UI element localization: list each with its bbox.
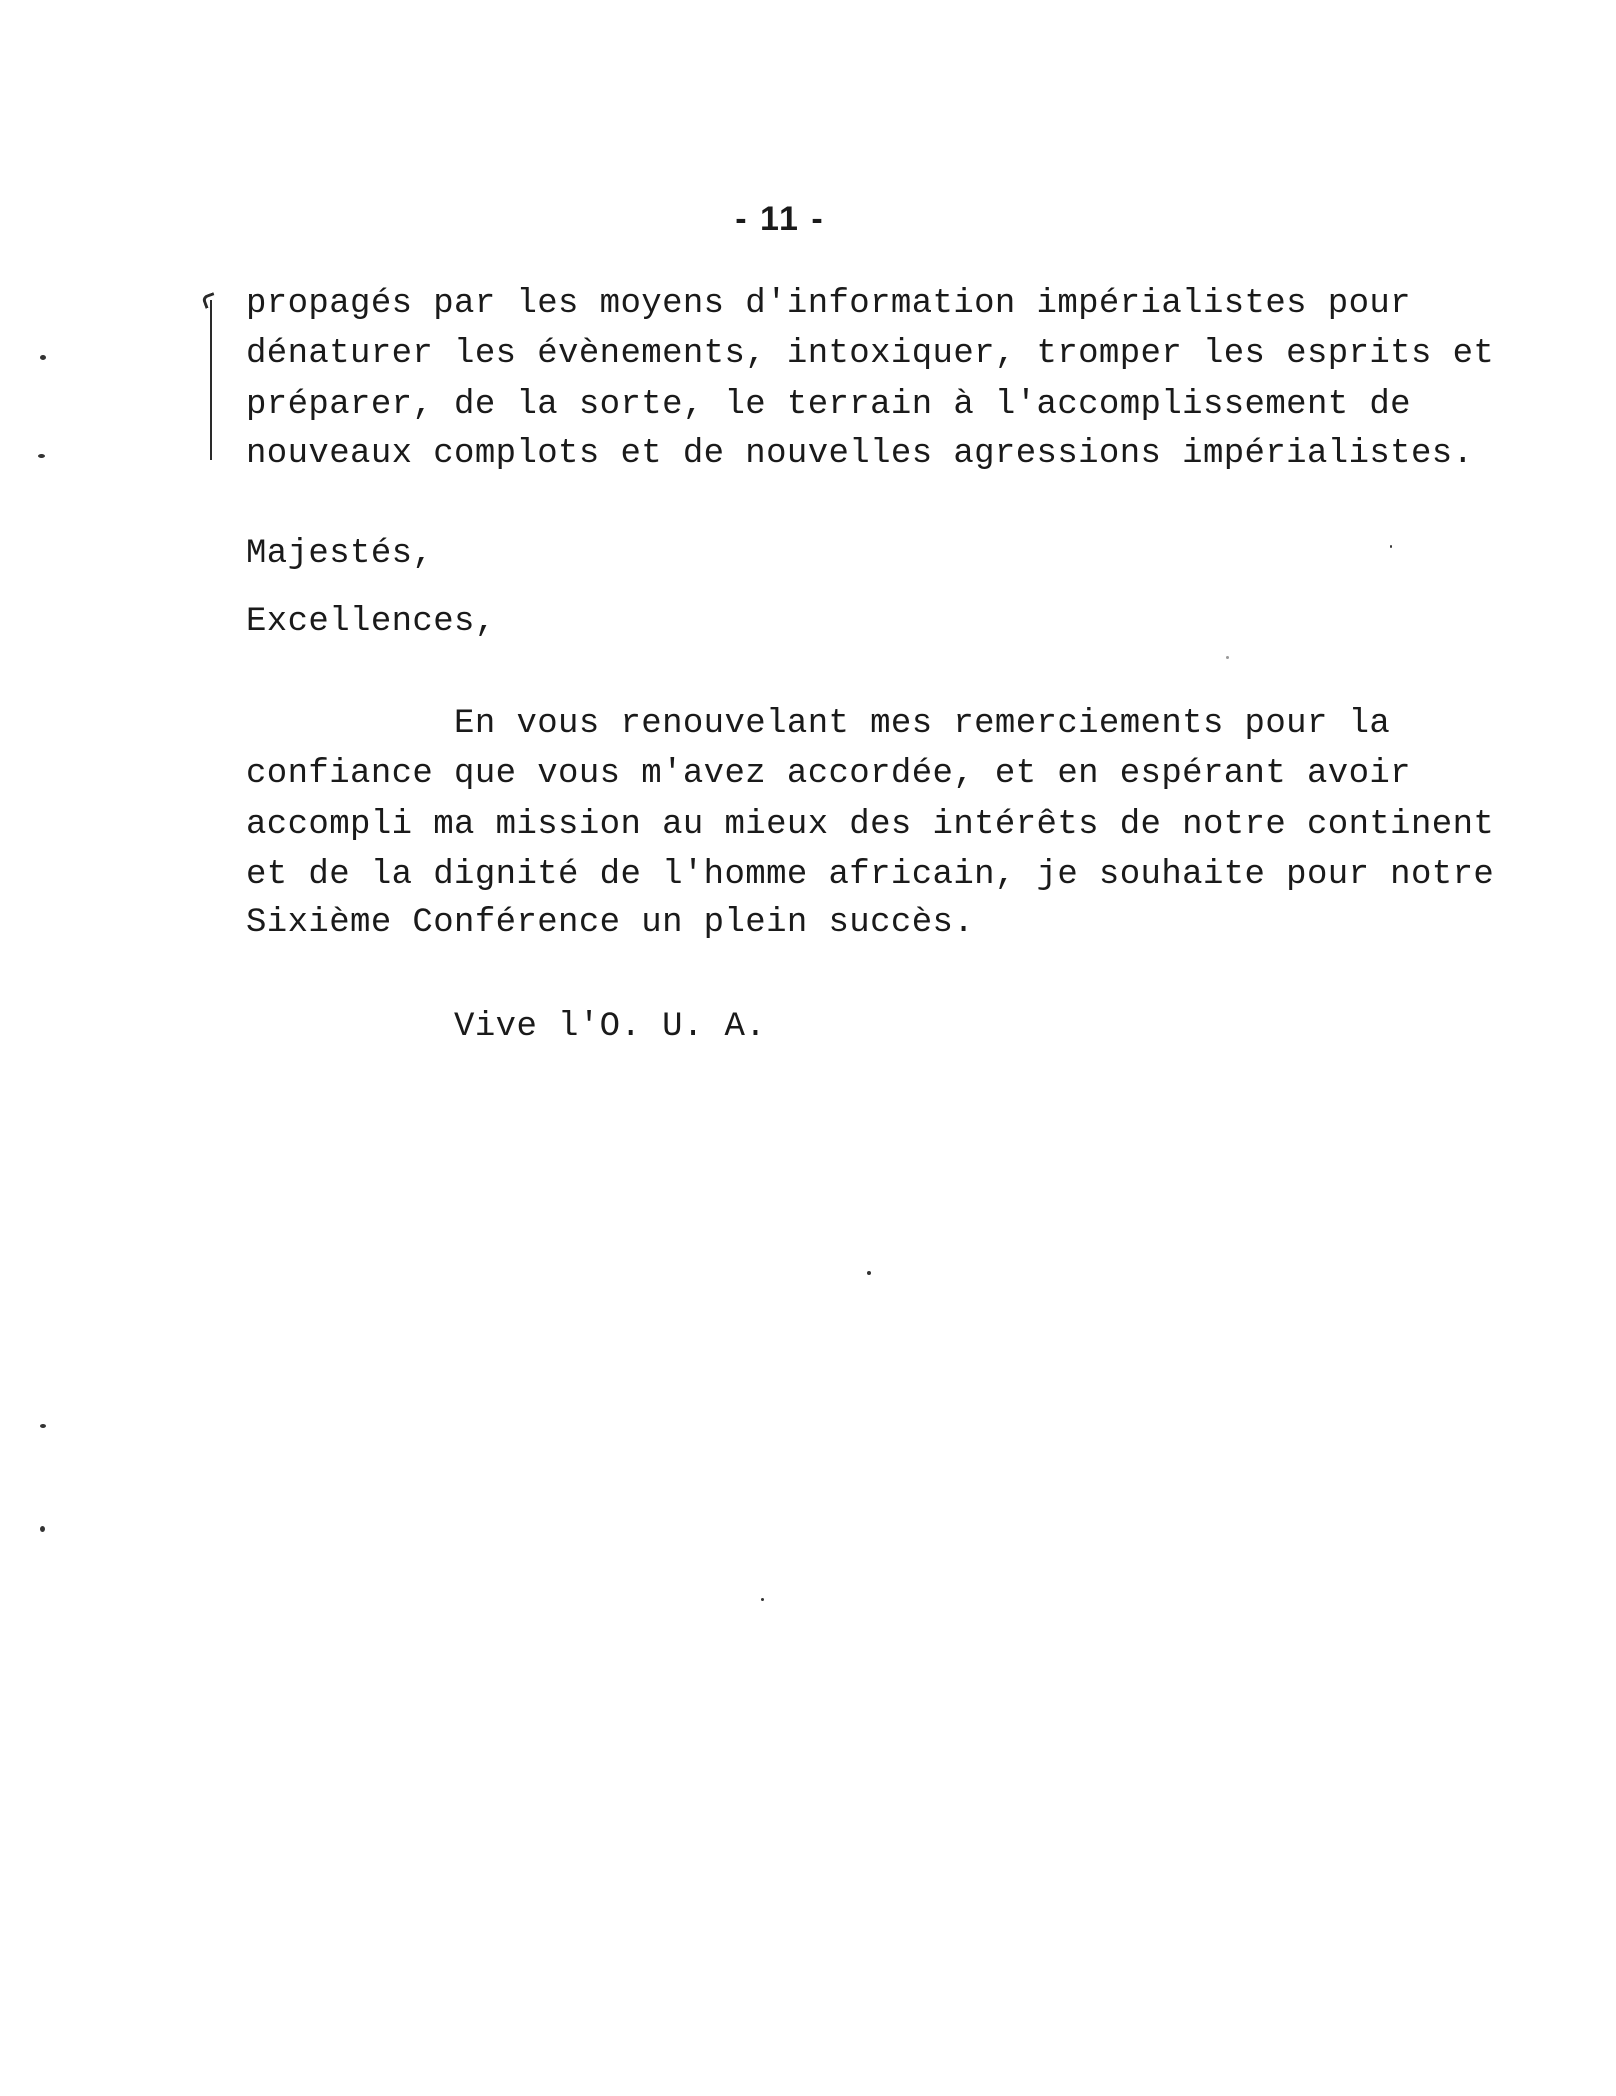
scan-speck: [1226, 656, 1229, 659]
paragraph2-line-2: confiance que vous m'avez accordée, et en espérant avoir: [246, 755, 1411, 793]
margin-bracket: [210, 300, 212, 460]
paragraph2-line-5: Sixième Conférence un plein succès.: [246, 904, 975, 942]
scan-speck: [40, 1526, 45, 1532]
scan-speck: [867, 1271, 871, 1275]
paragraph2-line-1: En vous renouvelant mes remerciements pour la: [246, 705, 1391, 743]
salutation-majestes: Majestés,: [246, 535, 434, 573]
paragraph1-line-4: nouveaux complots et de nouvelles agressions impérialistes.: [246, 435, 1474, 473]
scan-speck: [38, 454, 45, 458]
paragraph1-line-1: propagés par les moyens d'information impérialistes pour: [246, 285, 1411, 323]
scan-speck: [40, 355, 46, 360]
closing-line: Vive l'O. U. A.: [246, 1008, 767, 1046]
paragraph2-line-3: accompli ma mission au mieux des intérêts de notre continent: [246, 806, 1495, 844]
scan-speck: [40, 1424, 46, 1428]
scan-speck: [761, 1598, 764, 1601]
scan-speck: [1390, 545, 1392, 548]
paragraph1-line-2: dénaturer les évènements, intoxiquer, tromper les esprits et: [246, 335, 1495, 373]
page-number: - 11 -: [735, 200, 825, 238]
paragraph1-line-3: préparer, de la sorte, le terrain à l'accomplissement de: [246, 386, 1411, 424]
salutation-excellences: Excellences,: [246, 603, 496, 641]
paragraph2-line-4: et de la dignité de l'homme africain, je souhaite pour notre: [246, 856, 1495, 894]
